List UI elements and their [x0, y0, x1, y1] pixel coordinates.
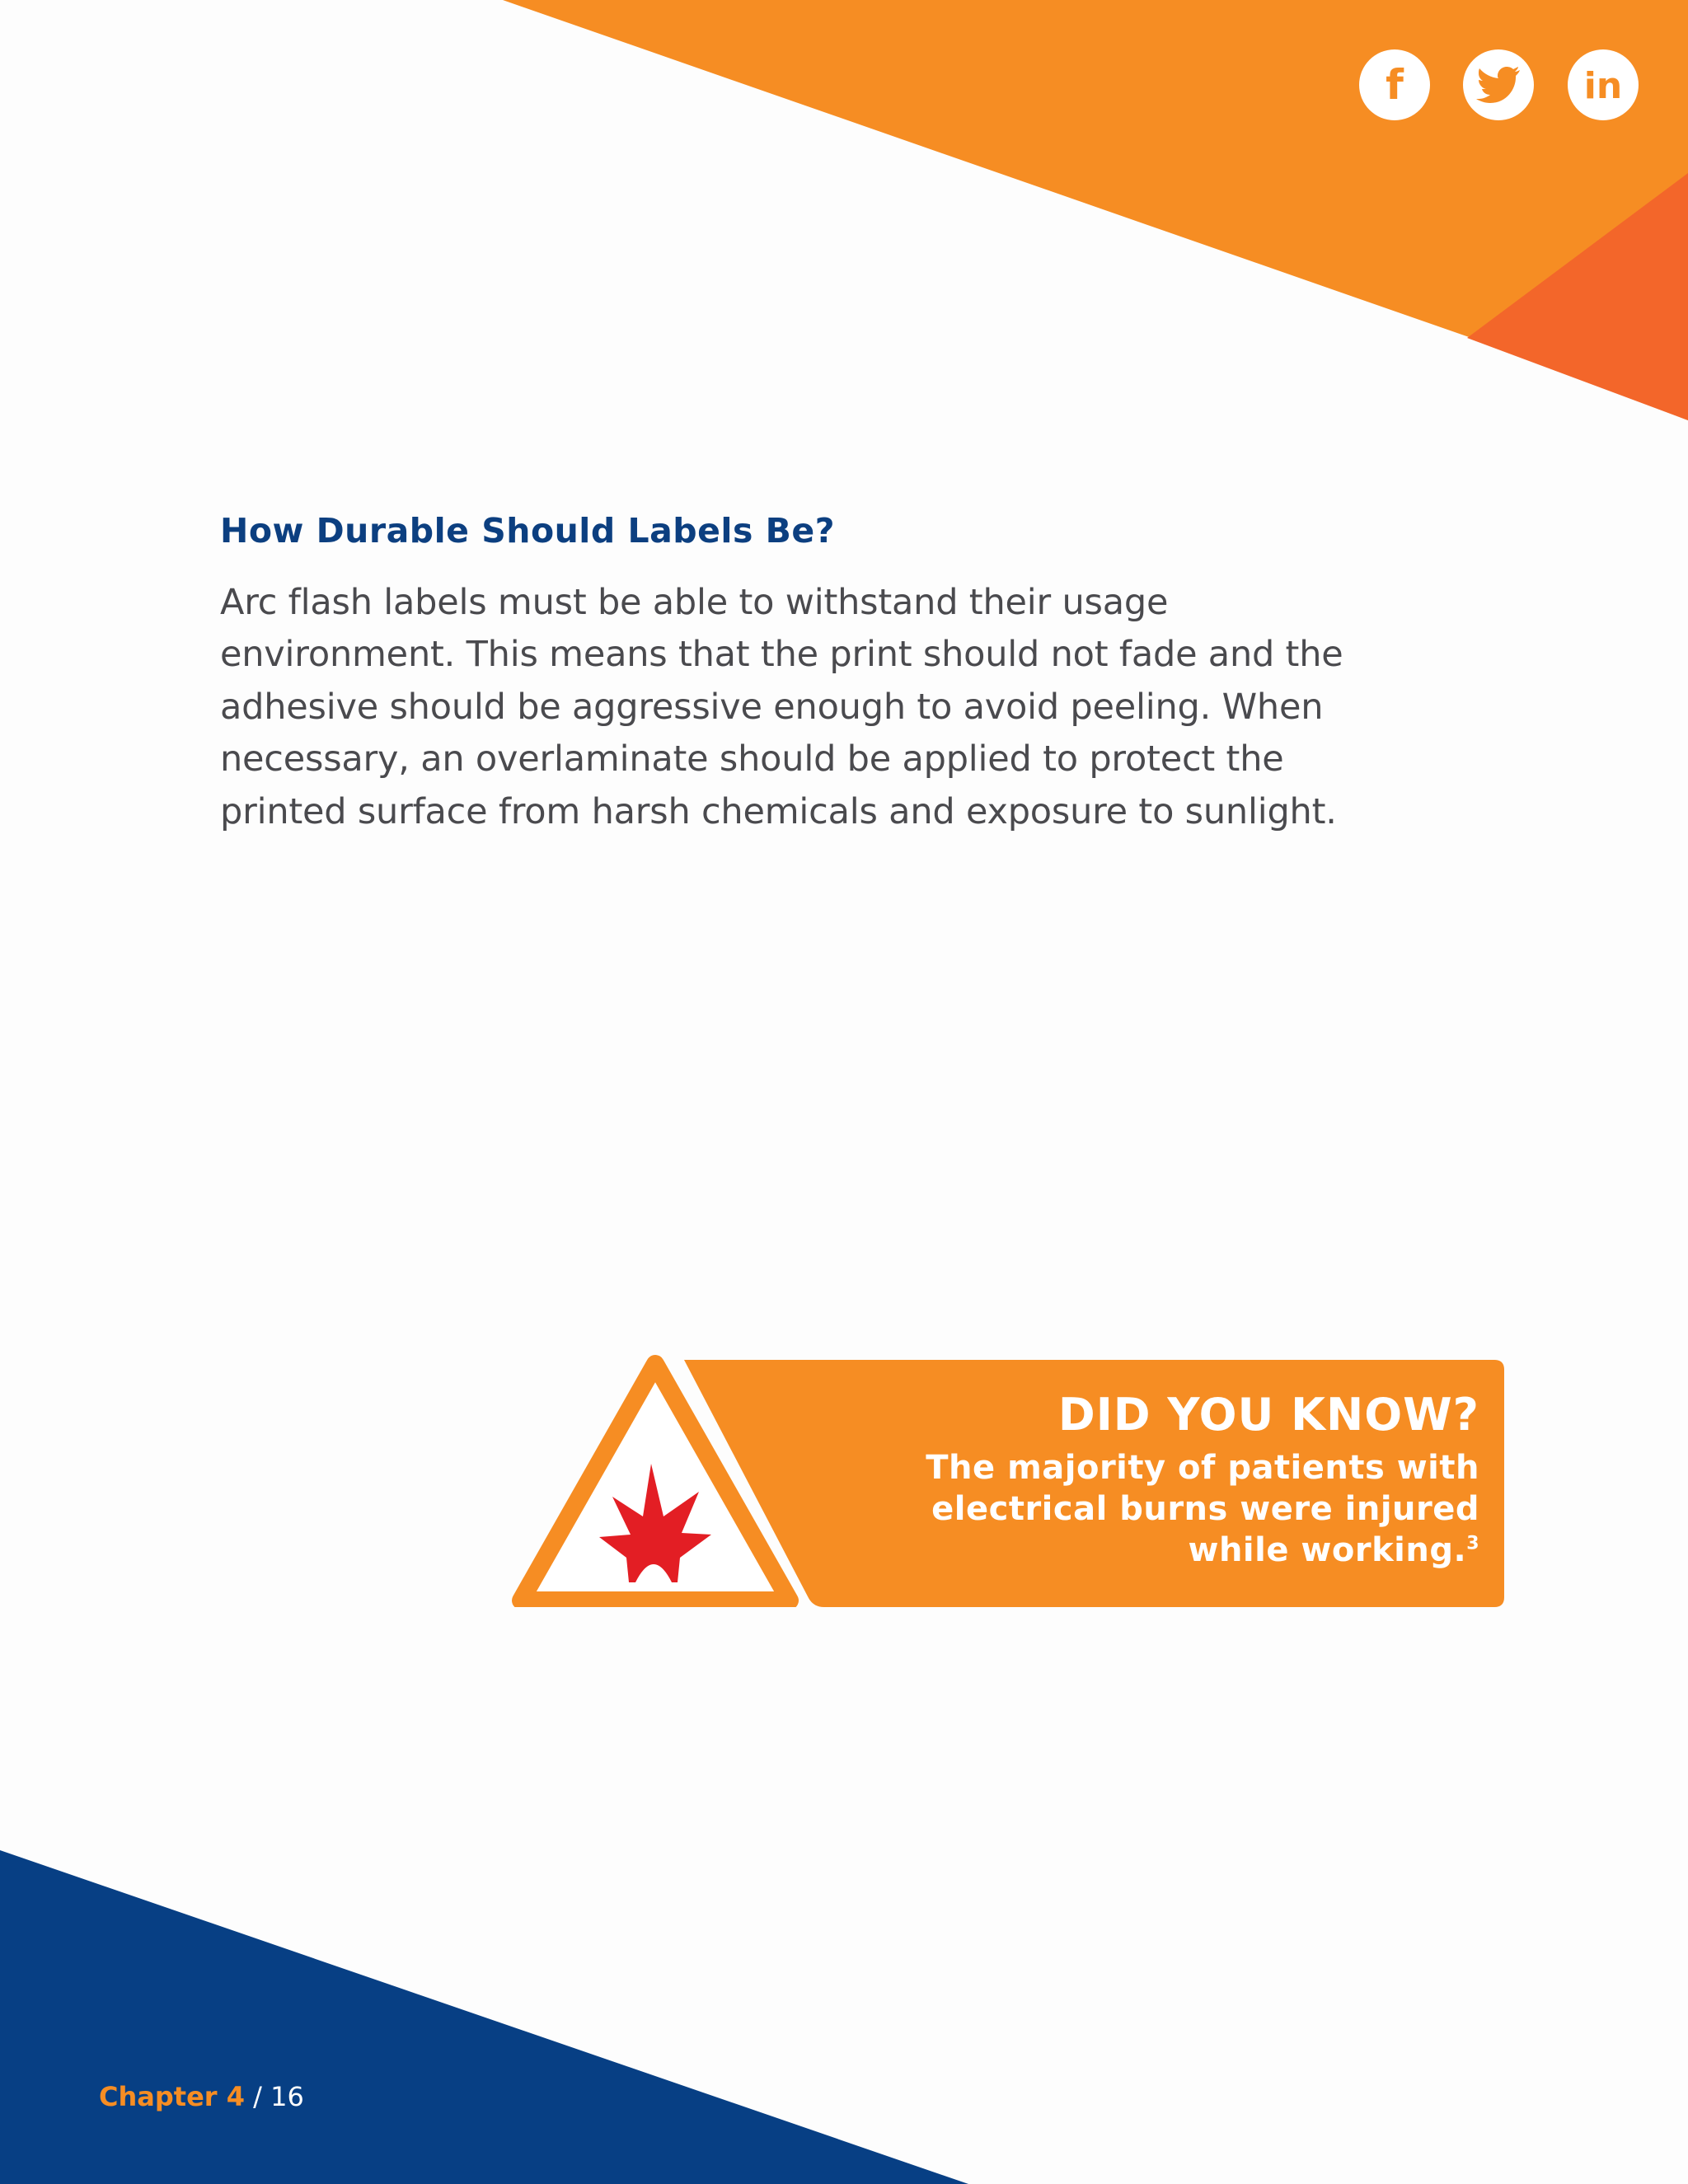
body-text-line-4: necessary, an overlaminate should be applied to protect the	[220, 738, 1284, 780]
linkedin-share-button[interactable]	[1568, 49, 1639, 120]
bottom-navy-band	[0, 1850, 968, 2184]
section-heading: How Durable Should Labels Be?	[220, 511, 835, 551]
linkedin-icon	[1577, 60, 1629, 110]
facebook-share-button[interactable]	[1359, 49, 1430, 120]
body-text-line-3: adhesive should be aggressive enough to avoid peeling. When	[220, 687, 1324, 728]
did-you-know-callout	[507, 1352, 1504, 1607]
did-you-know-line-2: electrical burns were injured	[931, 1490, 1479, 1528]
page-footer	[99, 2081, 304, 2112]
footer-separator: /	[244, 2081, 271, 2112]
twitter-share-button[interactable]	[1463, 49, 1534, 120]
facebook-icon	[1370, 60, 1419, 110]
did-you-know-line-1: The majority of patients with	[926, 1449, 1479, 1487]
body-text-line-5: printed surface from harsh chemicals and exposure to sunlight.	[220, 791, 1337, 832]
footnote-reference: 3	[1466, 1533, 1479, 1554]
svg-text:f: f	[1386, 61, 1404, 109]
did-you-know-title: DID YOU KNOW?	[1057, 1389, 1479, 1441]
twitter-bird-icon	[1476, 66, 1521, 104]
did-you-know-line-3: while working.$^3$	[1188, 1531, 1479, 1569]
svg-text:in: in	[1583, 65, 1623, 107]
body-text-line-1: Arc flash labels must be able to withstand their usage	[220, 582, 1169, 623]
page-number: 16	[270, 2081, 304, 2112]
chapter-label: Chapter 4	[99, 2081, 245, 2112]
body-text-line-2: environment. This means that the print should not fade and the	[220, 634, 1343, 675]
